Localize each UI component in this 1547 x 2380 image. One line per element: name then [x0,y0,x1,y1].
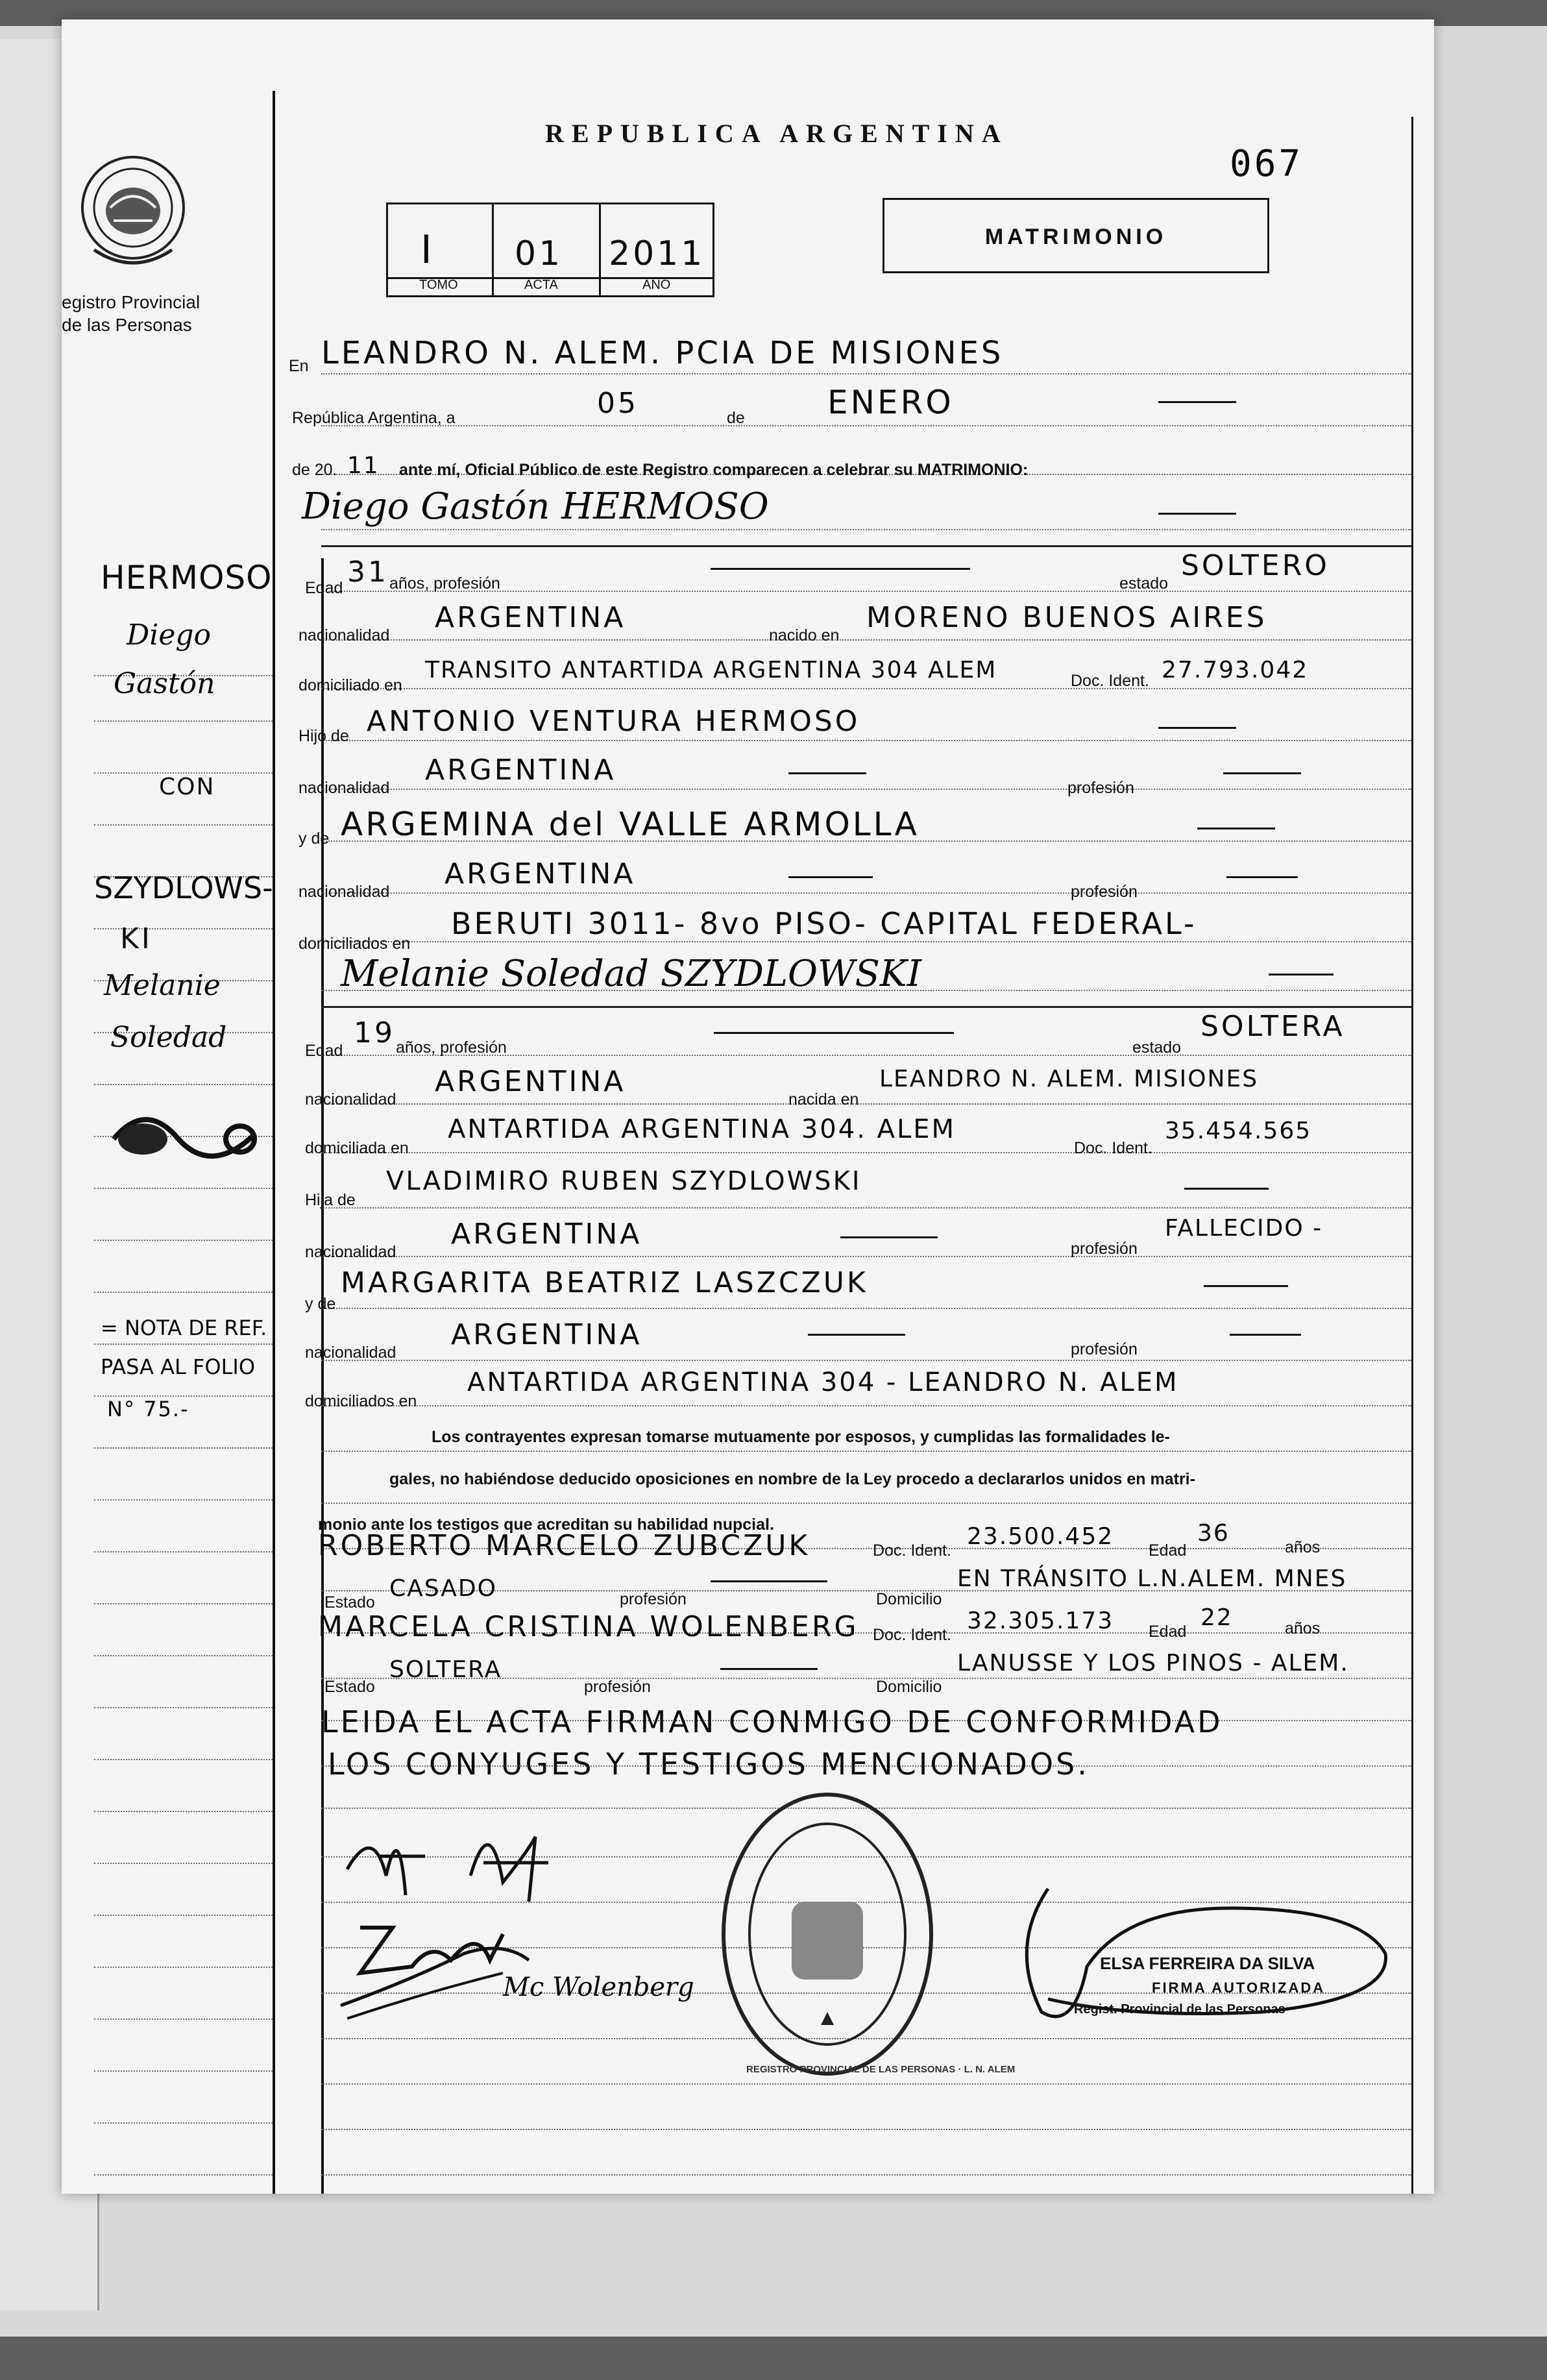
anios-label: años [1285,1538,1321,1556]
margin-note-3: N° 75.- [107,1397,189,1421]
anios-label: años [1285,1619,1321,1638]
anios-profesion-label: años, profesión [389,574,500,593]
en-label: En [289,357,309,375]
groom-mother: ARGEMINA del VALLE ARMOLLA [341,805,920,843]
content-divider [321,558,324,2194]
anio-value: 2011 [609,234,705,273]
anio-label: AÑO [642,278,671,292]
nacionalidad-label: nacionalidad [305,1243,396,1261]
tomo-label: TOMO [419,278,458,292]
profesion-label: profesión [1071,883,1138,901]
witness2-doc: 32.305.173 [967,1608,1114,1634]
margin-surname-groom: HERMOSO [101,559,273,596]
groom-parents-address: BERUTI 3011- 8vo PISO- CAPITAL FEDERAL- [451,906,1197,941]
profesion-label: profesión [584,1678,651,1696]
tomo-value: I [420,227,435,273]
certificate-sheet [62,19,1434,2194]
de-label: de [727,409,745,427]
day-value: 05 [597,387,639,420]
edad-label: Edad [1149,1541,1187,1560]
bride-father: VLADIMIRO RUBEN SZYDLOWSKI [386,1166,862,1196]
domicilio-label: Domicilio [876,1678,942,1696]
profesion-label: profesión [1071,1240,1138,1258]
bride-address: ANTARTIDA ARGENTINA 304. ALEM [448,1114,956,1144]
margin-con: CON [159,774,215,800]
act-type: MATRIMONIO [984,225,1167,249]
closing-line-1: LEIDA EL ACTA FIRMAN CONMIGO DE CONFORMIDAD [321,1704,1223,1739]
doc-ident-label: Doc. Ident. [873,1626,951,1644]
registry-name-line1: egistro Provincial [62,292,201,312]
witness2-domicilio: LANUSSE Y LOS PINOS - ALEM. [957,1650,1349,1676]
nacionalidad-label: nacionalidad [305,1343,396,1362]
edad-label: Edad [305,1042,343,1060]
year-suffix: 11 [347,452,380,479]
anios-profesion-label: años, profesión [396,1038,507,1057]
witness2-age: 22 [1200,1604,1233,1631]
edad-label: Edad [305,579,343,597]
official-role: FIRMA AUTORIZADA [1152,1980,1326,1996]
register-box [386,202,714,297]
margin-surname-bride-2: KI [120,922,152,955]
closing-line-2: LOS CONYUGES Y TESTIGOS MENCIONADOS. [328,1747,1090,1782]
month-value: ENERO [827,384,954,421]
country-heading: REPUBLICA ARGENTINA [545,119,1008,148]
bride-nationality: ARGENTINA [435,1065,626,1098]
nacionalidad-label: nacionalidad [298,626,390,644]
bride-father-prof: FALLECIDO - [1165,1215,1323,1242]
margin-name-2: Gastón [114,667,215,700]
doc-ident-label: Doc. Ident. [1071,672,1149,690]
profesion-label: profesión [1071,1340,1138,1358]
bride-father-nat: ARGENTINA [451,1218,642,1251]
nacido-en-label: nacido en [769,626,840,644]
bride-age: 19 [354,1016,395,1049]
estado-label: estado [1132,1038,1182,1057]
round-stamp-text: REGISTRO PROVINCIAL DE LAS PERSONAS · L. N. ALEM [746,2064,1016,2075]
domicilio-label: Domicilio [876,1590,942,1608]
groom-father-nat: ARGENTINA [425,754,616,787]
witness1-name: ROBERTO MARCELO ZUBCZUK [318,1529,810,1562]
domiciliados-label: domiciliados en [305,1392,417,1410]
y-de-label: y de [305,1295,336,1313]
body-text-2: gales, no habiéndose deducido oposiciones en nombre de la Ley procedo a declararlos unidos en matri- [389,1470,1195,1488]
nacionalidad-label: nacionalidad [305,1090,396,1109]
margin-name-3: Melanie [104,969,221,1002]
bride-name-header: Melanie Soledad SZYDLOWSKI [341,953,921,995]
act-type-box [883,198,1269,273]
official-name: ELSA FERREIRA DA SILVA [1100,1954,1315,1973]
provincial-coat-of-arms-icon [75,146,191,282]
witness1-estado: CASADO [389,1575,497,1602]
witness2-name: MARCELA CRISTINA WOLENBERG [318,1610,859,1643]
witness2-estado: SOLTERA [389,1656,502,1683]
margin-surname-bride-1: SZYDLOWS- [94,870,273,905]
bride-birthplace: LEANDRO N. ALEM. MISIONES [879,1066,1259,1092]
witness2-signature-text: Mc Wolenberg [503,1972,694,2002]
nacida-en-label: nacida en [788,1090,859,1109]
groom-address: TRANSITO ANTARTIDA ARGENTINA 304 ALEM [425,657,997,683]
groom-estado: SOLTERO [1181,549,1330,582]
year-prefix-label: de 20. [292,461,337,479]
official-office: Regist. Provincial de las Personas [1074,2002,1285,2017]
margin-closing-flourish-icon [107,1103,269,1181]
witness1-domicilio: EN TRÁNSITO L.N.ALEM. MNES [957,1565,1347,1592]
groom-birthplace: MORENO BUENOS AIRES [866,601,1267,634]
body-text-3: monio ante los testigos que acreditan su habilidad nupcial. [318,1515,774,1534]
domiciliado-label: domiciliado en [298,676,402,694]
republica-label: República Argentina, a [292,409,456,427]
witness1-doc: 23.500.452 [967,1523,1114,1550]
registry-name-line2: de las Personas [62,315,192,335]
domiciliados-label: domiciliados en [298,935,411,953]
groom-age: 31 [347,556,389,589]
bride-parents-address: ANTARTIDA ARGENTINA 304 - LEANDRO N. ALEM [467,1368,1179,1397]
profesion-label: profesión [1067,779,1134,797]
bride-doc: 35.454.565 [1165,1118,1312,1144]
groom-doc: 27.793.042 [1162,657,1309,683]
edad-label: Edad [1149,1623,1187,1641]
estado-label: Estado [324,1593,375,1612]
y-de-label: y de [298,829,330,848]
bride-mother: MARGARITA BEATRIZ LASZCZUK [341,1266,868,1299]
acta-value: 01 [515,234,563,273]
estado-label: estado [1119,574,1169,593]
groom-father: ANTONIO VENTURA HERMOSO [367,705,860,738]
profesion-label: profesión [620,1590,687,1608]
groom-name-header: Diego Gastón HERMOSO [302,485,769,528]
bride-estado: SOLTERA [1200,1010,1345,1043]
groom-nationality: ARGENTINA [435,601,626,634]
round-registry-stamp-icon [711,1785,944,2083]
margin-divider [273,91,275,2194]
margin-note-1: = NOTA DE REF. [101,1316,267,1340]
margin-name-4: Soledad [110,1021,227,1054]
place-value: LEANDRO N. ALEM. PCIA DE MISIONES [321,335,1004,371]
bride-mother-nat: ARGENTINA [451,1318,642,1351]
margin-name-1: Diego [127,619,212,652]
nacionalidad-label: nacionalidad [298,779,390,797]
right-border [1411,117,1413,2194]
groom-mother-nat: ARGENTINA [445,857,636,890]
oficial-label: ante mí, Oficial Público de este Registro comparecen a celebrar su MATRIMONIO: [399,461,1029,479]
margin-note-2: PASA AL FOLIO [101,1355,256,1379]
witness1-age: 36 [1197,1520,1230,1547]
doc-ident-label: Doc. Ident. [1074,1139,1152,1157]
hijo-de-label: Hijo de [298,727,349,745]
page-number: 067 [1230,143,1304,185]
estado-label: Estado [324,1678,375,1696]
doc-ident-label: Doc. Ident. [873,1541,951,1560]
nacionalidad-label: nacionalidad [298,883,390,901]
hija-de-label: Hija de [305,1191,356,1209]
body-text-1: Los contrayentes expresan tomarse mutuamente por esposos, y cumplidas las formalidades le- [432,1428,1170,1446]
domiciliada-label: domiciliada en [305,1139,409,1157]
acta-label: ACTA [524,278,558,292]
